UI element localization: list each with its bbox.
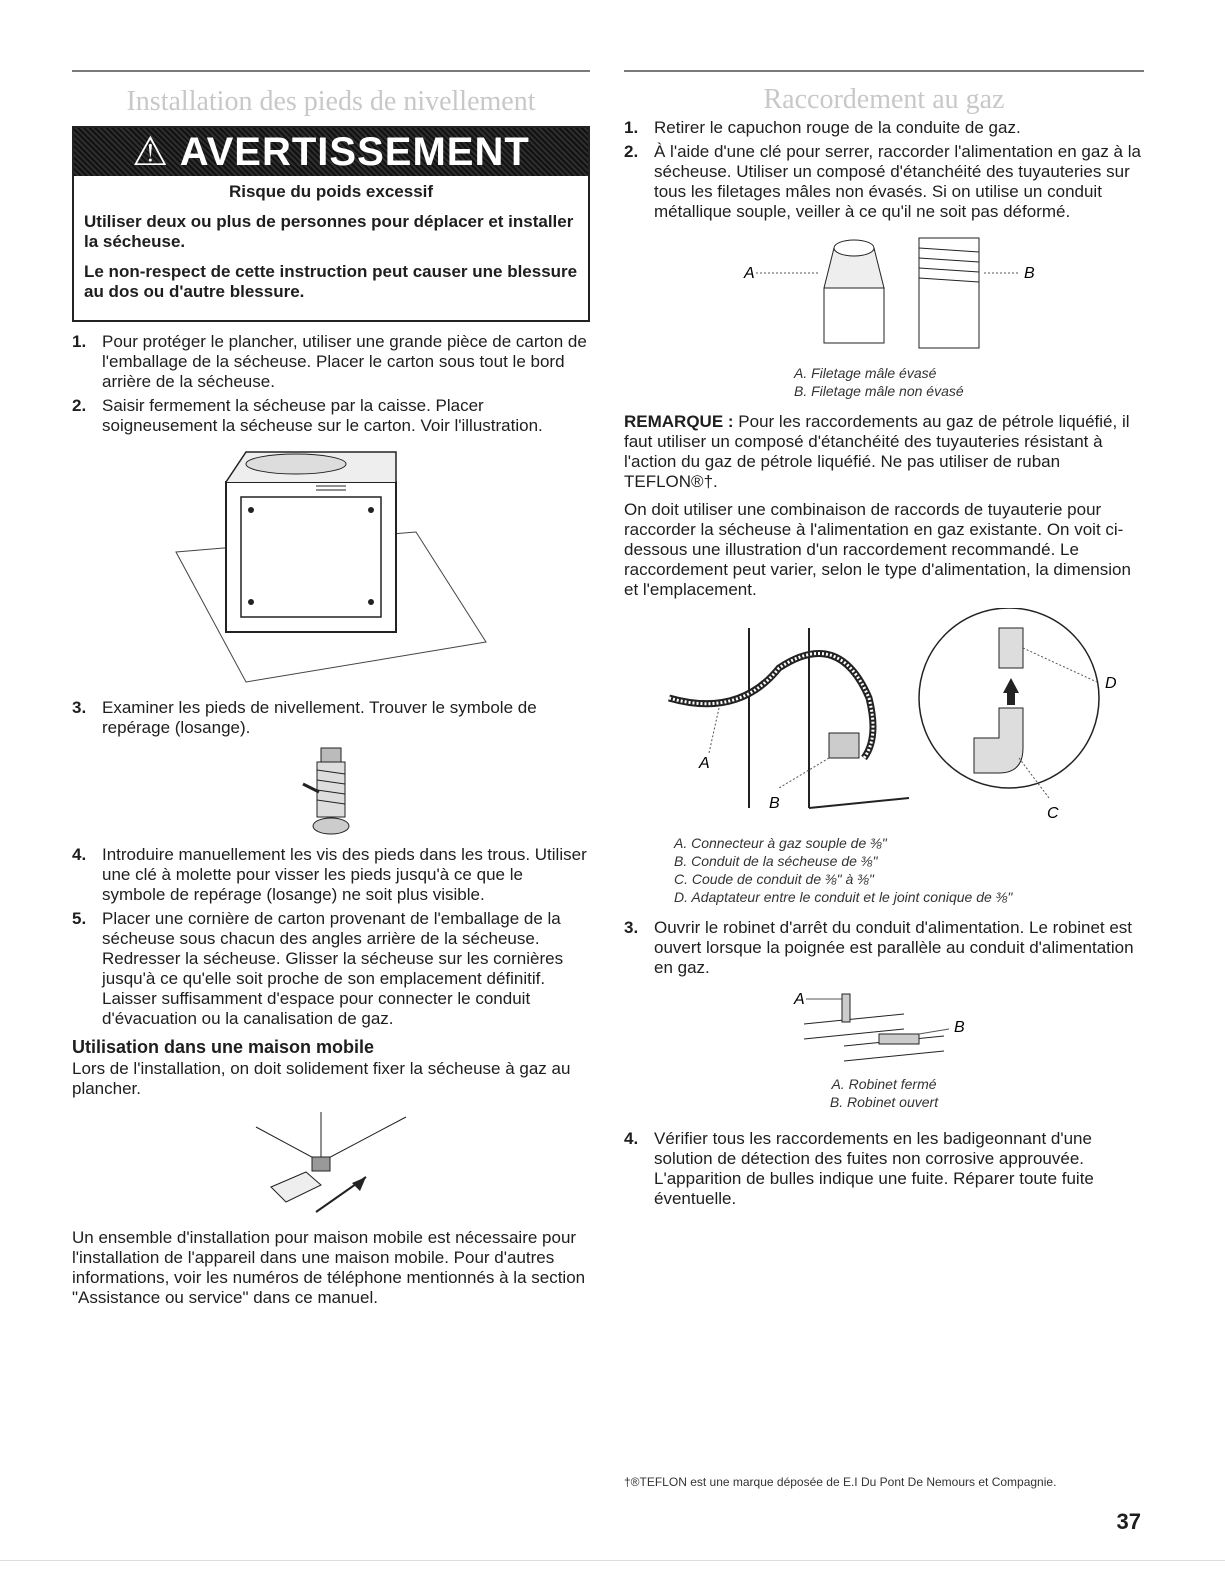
figure-caption-2: A. Connecteur à gaz souple de ⅜" B. Conduit de la sécheuse de ⅜" C. Coude de conduit de ⅜" à ⅜" D. Adaptateur entre le conduit et le joint conique de ⅜" [674, 835, 1013, 905]
valve-positions-illustration [784, 984, 984, 1069]
list-item: 3. Examiner les pieds de nivellement. Trouver le symbole de repérage (losange). [72, 698, 537, 737]
leveling-foot-icon [301, 744, 361, 839]
list-item: 4. Vérifier tous les raccordements en les badigeonnant d'une solution de détection des fuites non corrosive approuvée. L'apparition de bulles indique une fuite. Réparer toute fuite éventuelle. [624, 1129, 1094, 1208]
dryer-on-cardboard-illustration [166, 442, 496, 692]
list-item: 5. Placer une cornière de carton provenant de l'emballage de la sécheuse sous chacun des angles arrière de la sécheuse. Redresser la sécheuse. Glisser la sécheuse sur les cornières jusqu'à ce qu'elle soit proche de son emplacement définitif. Laisser suffisamment d'espace pour connecter le conduit d'évacuation ou la canalisation de gaz. [72, 909, 564, 1028]
gas-steps-1-2 [624, 118, 1144, 222]
mobile-home-bracket-illustration [246, 1107, 416, 1222]
gas-connection-illustration [639, 608, 1129, 828]
label-c: C [1047, 805, 1059, 822]
gas-step-4 [624, 1129, 1144, 1209]
combination-text: On doit utiliser une combinaison de raccords de tuyauterie pour raccorder la sécheuse à l'alimentation en gaz existante. On voit ci-dessous une illustration d'un raccordement recommandé. Le raccordement peut varier, selon le type d'alimentation, la dimension et l'emplacement. [624, 500, 1131, 599]
warning-box [72, 126, 590, 322]
section-rule [624, 70, 1144, 72]
warning-line-1: Utiliser deux ou plus de personnes pour déplacer et installer la sécheuse. [84, 212, 574, 251]
warning-body [74, 176, 588, 320]
list-item: 3. Ouvrir le robinet d'arrêt du conduit d'alimentation. Le robinet est ouvert lorsque la poignée est parallèle au conduit d'alimentation en gaz. [624, 918, 1134, 977]
leveling-steps-1-2 [72, 332, 590, 436]
right-column [624, 70, 1144, 1213]
list-item: 4. Introduire manuellement les vis des pieds dans les trous. Utiliser une clé à molette pour visser les pieds jusqu'à ce que le symbole de repérage (losange) ne soit plus visible. [72, 845, 587, 904]
label-d: D [1105, 675, 1117, 692]
warning-line-2: Le non-respect de cette instruction peut causer une blessure au dos ou d'autre blessure. [84, 262, 578, 301]
mobile-home-text: Lors de l'installation, on doit solidement fixer la sécheuse à gaz au plancher. [72, 1059, 571, 1098]
label-a: A [699, 755, 710, 772]
label-b: B [1024, 265, 1035, 282]
label-b: B [954, 1019, 965, 1036]
leveling-steps-4-5 [72, 845, 590, 1029]
footnote: †®TEFLON est une marque déposée de E.I Du Pont De Nemours et Compagnie. [624, 1475, 1057, 1489]
left-column [72, 70, 590, 1316]
section-title-leveling: Installation des pieds de nivellement [126, 86, 536, 117]
label-b: B [769, 795, 780, 812]
warning-triangle-icon: ⚠ [132, 130, 170, 174]
section-rule [72, 70, 590, 72]
figure-caption-1: A. Filetage mâle évasé B. Filetage mâle non évasé [794, 365, 964, 399]
list-item: 2. À l'aide d'une clé pour serrer, raccorder l'alimentation en gaz à la sécheuse. Utiliser un composé d'étanchéité des tuyauteries sur tous les filetages mâles non évasés. Si on utilise un conduit métallique souple, veiller à ce qu'il ne soit pas déformé. [624, 142, 1141, 221]
label-a: A [794, 991, 805, 1008]
mobile-home-text-2: Un ensemble d'installation pour maison mobile est nécessaire pour l'installation de l'appareil dans une maison mobile. Pour d'autres informations, voir les numéros de téléphone mentionnés à la section "Assistance ou service" dans ce manuel. [72, 1228, 586, 1307]
gas-step-3 [624, 918, 1144, 978]
warning-risk: Risque du poids excessif [228, 182, 434, 201]
list-item: 2. Saisir fermement la sécheuse par la caisse. Placer soigneusement la sécheuse sur le carton. Voir l'illustration. [72, 396, 543, 435]
figure-caption-3: A. Robinet fermé B. Robinet ouvert [829, 1076, 939, 1110]
section-title-gas: Raccordement au gaz [763, 84, 1005, 115]
warning-heading: ⚠ AVERTISSEMENT [74, 128, 588, 176]
list-item: 1. Pour protéger le plancher, utiliser une grande pièce de carton de l'emballage de la sécheuse. Placer le carton sous tout le bord arrière de la sécheuse. [72, 332, 587, 391]
thread-types-illustration [724, 228, 1044, 358]
label-a: A [744, 265, 755, 282]
page-number: 37 [1116, 1509, 1141, 1534]
remarque-text: Pour les raccordements au gaz de pétrole liquéfié, il faut utiliser un composé d'étanchéité des tuyauteries résistant à l'action du gaz de pétrole liquéfié. Ne pas utiliser de ruban TEFLON®†. [624, 412, 1130, 491]
remarque-label: REMARQUE : [624, 412, 734, 431]
list-item: 1. Retirer le capuchon rouge de la conduite de gaz. [624, 118, 1021, 137]
mobile-home-heading: Utilisation dans une maison mobile [72, 1037, 375, 1057]
bottom-rule [0, 1560, 1225, 1561]
remarque-paragraph [624, 412, 1144, 492]
leveling-step-3 [72, 698, 590, 738]
